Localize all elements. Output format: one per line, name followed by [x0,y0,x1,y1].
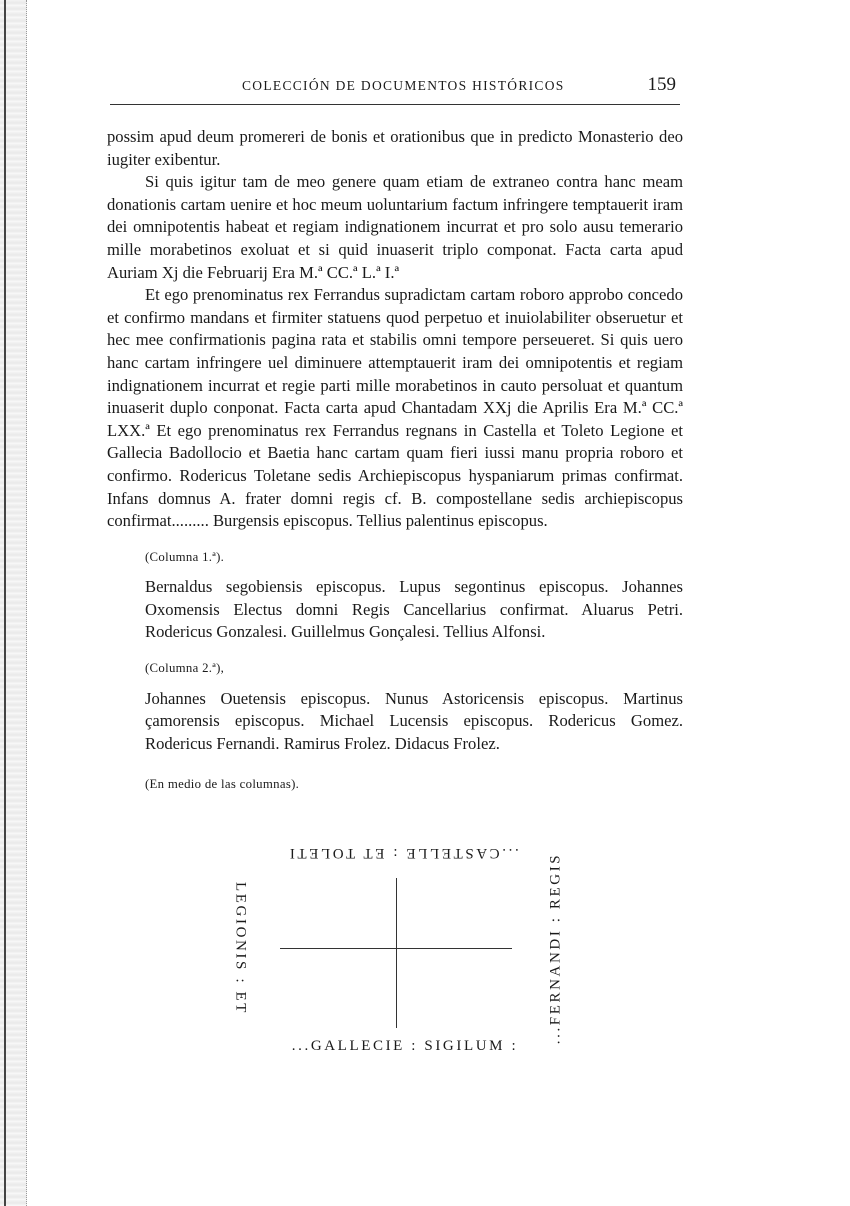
binding-line [4,0,6,1206]
seal-cross-horizontal [280,948,512,949]
running-header [110,76,680,105]
seal-text-bottom: ...GALLECIE : SIGILUM : [291,1038,519,1054]
page-number: 159 [647,74,676,95]
paragraph-1: possim apud deum promereri de bonis et orationibus que in predicto Monasterio deo iugiter exibentur. [107,127,683,169]
column-1-text: Bernaldus segobiensis episcopus. Lupus segontinus episcopus. Johannes Oxomensis Electus domni Regis Cancellarius confirmat. Aluarus Petri. Rodericus Gonzalesi. Guillelmus Gonçalesi. Tellius Alfonsi. [145,577,683,642]
seal-note: (En medio de las columnas). [145,777,300,792]
seal-text-left: LEGIONIS : ET [232,882,249,1015]
royal-seal-diagram [228,842,568,1062]
column-1-note: (Columna 1.ª). [145,549,225,564]
seal-text-right: ...FERNANDI : REGIS [547,852,564,1045]
column-2-text: Johannes Ouetensis episcopus. Nunus Astoricensis episcopus. Martinus çamorensis episcopus. Michael Lucensis episcopus. Rodericus Gomez. Rodericus Fernandi. Ramirus Frolez. Didacus Frolez. [145,688,683,753]
seal-text-top: ...CASTELLE : ET TOLETI [287,845,519,861]
document-body [107,126,683,796]
paragraph-3: Et ego prenominatus rex Ferrandus supradictam cartam roboro approbo concedo et confirmo mandans et firmiter statuens quod perpetuo et inuiolabiliter obseruetur et hec mee confirmationis pagina rata et stabilis omni tempore perseueret. Si quis uero hanc cartam infringere uel diminuere attemptauerit iram dei omnipotentis et regiam indignationem incurrat et regie parti mille morabetinos in cauto persoluat et quantum inuaserit duplo conponat. Facta carta apud Chantadam XXj die Aprilis Era M.ª CC.ª LXX.ª Et ego prenominatus rex Ferrandus regnans in Castella et Toleto Legione et Gallecia Badollocio et Baetia hanc cartam quam fieri iussi manu propria roboro et confirmo. Rodericus Toletane sedis Archiepiscopus hyspaniarum primas confirmat. Infans domnus A. frater domni regis cf. B. compostellane sedis archiepiscopus confirmat......... Burgensis episcopus. Tellius palentinus episcopus. [107,285,683,531]
column-2-note: (Columna 2.ª), [145,661,225,676]
page-binding-edge [0,0,27,1206]
paragraph-2: Si quis igitur tam de meo genere quam etiam de extraneo contra hanc meam donationis cartam uenire et hoc meum uoluntarium factum infringere temptauerit iram dei omnipotentis habeat et regiam indignationem incurrat et pro solo ausu temerario mille morabetinos exoluat et si quid inuaserit triplo componat. Facta carta apud Auriam Xj die Februarij Era M.ª CC.ª L.ª I.ª [107,172,683,282]
running-title: COLECCIÓN DE DOCUMENTOS HISTÓRICOS [242,78,565,93]
seal-cross-vertical [396,878,397,1028]
